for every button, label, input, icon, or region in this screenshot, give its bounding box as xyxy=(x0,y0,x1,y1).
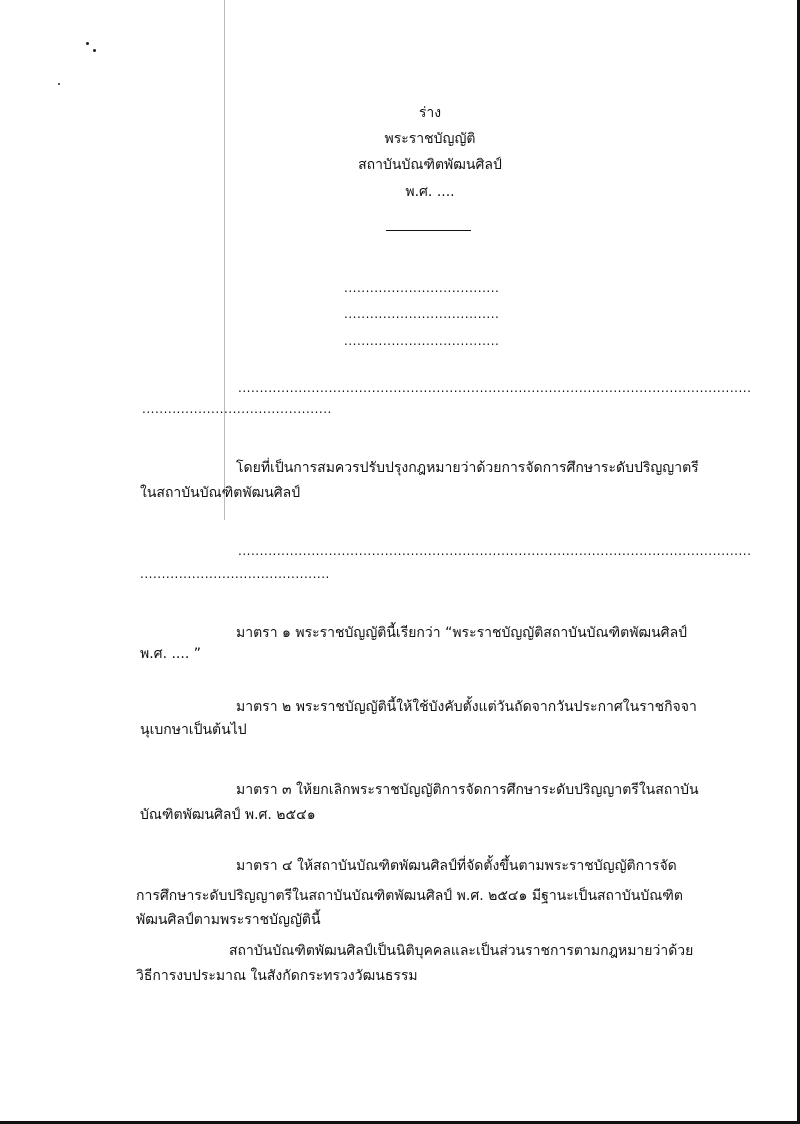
section-4-line: มาตรา ๔ ให้สถาบันบัณฑิตพัฒนศิลป์ที่จัดตั้งขึ้นตามพระราชบัญญัติการจัด xyxy=(236,858,677,874)
section-4-line: การศึกษาระดับปริญญาตรีในสถาบันบัณฑิตพัฒนศิลป์ พ.ศ. ๒๕๔๑ มีฐานะเป็นสถาบันบัณฑิต xyxy=(136,888,683,904)
preamble-line: โดยที่เป็นการสมควรปรับปรุงกฎหมายว่าด้วยการจัดการศึกษาระดับปริญญาตรี xyxy=(236,460,699,476)
header-rule xyxy=(386,230,471,231)
section-1-line: มาตรา ๑ พระราชบัญญัตินี้เรียกว่า “พระราชบัญญัติสถาบันบัณฑิตพัฒนศิลป์ xyxy=(236,625,688,641)
scan-fold-line xyxy=(224,0,225,520)
act-title: พระราชบัญญัติ xyxy=(384,131,476,147)
preamble-line: ในสถาบันบัณฑิตพัฒนศิลป์ xyxy=(140,485,301,501)
section-2-line: นุเบกษาเป็นต้นไป xyxy=(140,722,247,738)
section-4-line: วิธีการงบประมาณ ในสังกัดกระทรวงวัฒนธรรม xyxy=(136,968,418,984)
placeholder-line: .................................... xyxy=(344,334,500,348)
placeholder-line: ............................................ xyxy=(142,402,332,416)
scan-speck xyxy=(93,49,96,52)
placeholder-line: ....................................................................................................................... xyxy=(238,544,752,558)
section-4-line: พัฒนศิลป์ตามพระราชบัญญัตินี้ xyxy=(136,912,321,928)
scan-speck xyxy=(58,83,60,85)
institute-title: สถาบันบัณฑิตพัฒนศิลป์ xyxy=(358,157,502,173)
section-3-line: บัณฑิตพัฒนศิลป์ พ.ศ. ๒๕๔๑ xyxy=(140,807,316,823)
year-label: พ.ศ. .... xyxy=(405,184,455,200)
section-1-line: พ.ศ. .... ” xyxy=(140,646,201,662)
draft-label: ร่าง xyxy=(418,105,442,121)
placeholder-line: .................................... xyxy=(344,307,500,321)
section-4-line: สถาบันบัณฑิตพัฒนศิลป์เป็นนิติบุคคลและเป็นส่วนราชการตามกฎหมายว่าด้วย xyxy=(229,943,694,959)
scan-speck xyxy=(86,42,89,45)
placeholder-line: ............................................ xyxy=(140,567,330,581)
placeholder-line: .................................... xyxy=(344,281,500,295)
placeholder-line: ....................................................................................................................... xyxy=(238,381,752,395)
section-2-line: มาตรา ๒ พระราชบัญญัตินี้ให้ใช้บังคับตั้งแต่วันถัดจากวันประกาศในราชกิจจา xyxy=(236,699,697,715)
section-3-line: มาตรา ๓ ให้ยกเลิกพระราชบัญญัติการจัดการศึกษาระดับปริญญาตรีในสถาบัน xyxy=(236,782,699,798)
